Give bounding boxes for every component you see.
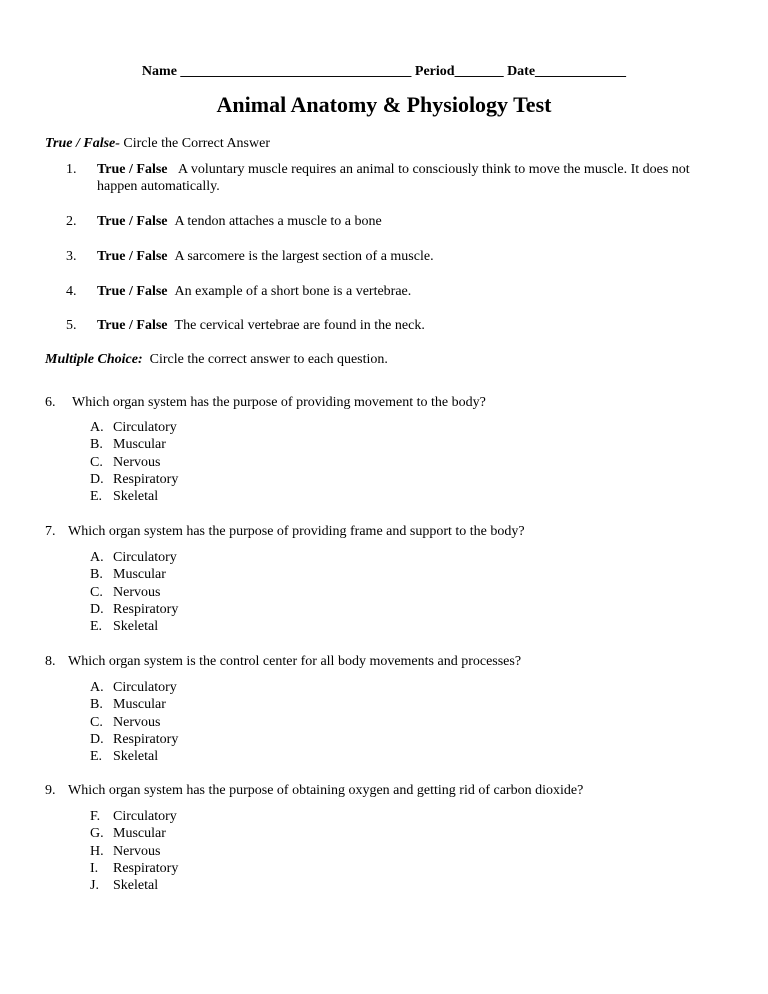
option-letter: E. <box>90 749 103 765</box>
question-text: A voluntary muscle requires an animal to consciously think to move the muscle. It does not happen automatically. <box>97 162 690 194</box>
option-letter: A. <box>90 420 104 435</box>
option-text: Skeletal <box>113 749 159 765</box>
option-letter: A. <box>90 680 104 695</box>
option-text: Circulatory <box>113 550 177 565</box>
question-text: Which organ system has the purpose of obtaining oxygen and getting rid of carbon dioxide? <box>68 783 584 798</box>
page-title: Animal Anatomy & Physiology Test <box>216 92 552 117</box>
option-text: Respiratory <box>113 601 179 617</box>
true-false-choice[interactable]: True / False <box>97 318 168 333</box>
option-text: Circulatory <box>113 809 177 824</box>
option-letter: C. <box>90 714 103 730</box>
option-letter: E. <box>90 489 103 505</box>
true-false-choice[interactable]: True / False <box>97 162 168 177</box>
option-letter: C. <box>90 454 103 470</box>
option-text: Circulatory <box>113 420 177 435</box>
option-text: Respiratory <box>113 471 179 487</box>
question-number: 7. <box>45 524 56 539</box>
question-text: An example of a short bone is a vertebrae. <box>174 284 412 299</box>
option-letter: H. <box>90 843 104 859</box>
question-text: The cervical vertebrae are found in the neck. <box>174 318 425 333</box>
true-false-item <box>66 213 726 230</box>
option-text: Circulatory <box>113 680 177 695</box>
option-letter: C. <box>90 584 103 600</box>
option-letter: I. <box>90 860 99 876</box>
option-letter: B. <box>90 567 103 583</box>
true-false-item <box>66 317 726 334</box>
true-false-choice[interactable]: True / False <box>97 214 168 229</box>
question-text: Which organ system has the purpose of providing frame and support to the body? <box>68 524 525 539</box>
option-text: Skeletal <box>113 619 159 635</box>
true-false-choice[interactable]: True / False <box>97 284 168 299</box>
multiple-choice-heading-lead: Multiple Choice: <box>45 352 143 367</box>
option-text: Respiratory <box>113 731 179 747</box>
question-text: Which organ system is the control center for all body movements and processes? <box>68 654 522 669</box>
option-text: Respiratory <box>113 860 179 876</box>
option-text: Muscular <box>113 567 166 583</box>
question-text: A sarcomere is the largest section of a muscle. <box>174 249 434 264</box>
option-text: Skeletal <box>113 878 159 894</box>
option-text: Muscular <box>113 697 166 713</box>
question-number: 6. <box>45 395 56 410</box>
true-false-heading <box>45 135 270 152</box>
option-text: Nervous <box>113 843 161 859</box>
true-false-item <box>66 283 726 300</box>
true-false-item <box>66 248 726 265</box>
option-letter: A. <box>90 550 104 565</box>
option-letter: G. <box>90 826 104 842</box>
option-letter: D. <box>90 731 104 747</box>
option-letter: B. <box>90 697 103 713</box>
multiple-choice-heading-instructions: Circle the correct answer to each question. <box>142 352 388 367</box>
option-letter: E. <box>90 619 103 635</box>
option-letter: D. <box>90 471 104 487</box>
question-number: 2. <box>66 214 77 229</box>
question-number: 3. <box>66 249 77 264</box>
question-text: Which organ system has the purpose of providing movement to the body? <box>72 395 486 410</box>
true-false-heading-instructions: Circle the Correct Answer <box>119 136 270 151</box>
option-text: Muscular <box>113 437 166 453</box>
multiple-choice-heading <box>45 351 388 368</box>
option-letter: F. <box>90 809 101 824</box>
option-text: Skeletal <box>113 489 159 505</box>
option-text: Nervous <box>113 454 161 470</box>
true-false-choice[interactable]: True / False <box>97 249 168 264</box>
question-number: 5. <box>66 318 77 333</box>
question-number: 8. <box>45 654 56 669</box>
option-text: Muscular <box>113 826 166 842</box>
true-false-heading-lead: True / False- <box>45 136 120 151</box>
option-letter: B. <box>90 437 103 453</box>
question-number: 4. <box>66 284 77 299</box>
option-letter: D. <box>90 601 104 617</box>
question-number: 9. <box>45 783 56 798</box>
option-text: Nervous <box>113 584 161 600</box>
question-number: 1. <box>66 162 77 177</box>
option-text: Nervous <box>113 714 161 730</box>
true-false-item <box>66 161 726 195</box>
question-text: A tendon attaches a muscle to a bone <box>174 214 382 229</box>
name-period-date-line: Name _________________________________ Period_______ Date_____________ <box>141 64 627 79</box>
option-letter: J. <box>90 878 99 894</box>
